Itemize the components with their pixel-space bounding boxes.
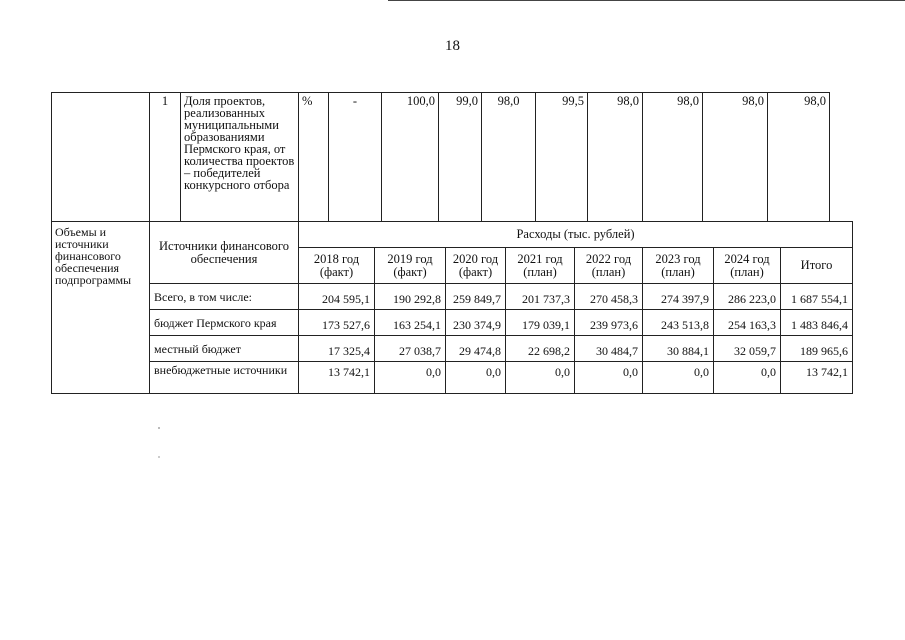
finance-row — [52, 284, 853, 310]
year-header: 2020 год (факт) — [446, 248, 506, 284]
finance-header-row — [52, 222, 853, 248]
indicator-unit: % — [299, 93, 329, 222]
value-cell: 1 687 554,1 — [781, 284, 853, 310]
year-header: 2023 год (план) — [643, 248, 714, 284]
row-label: бюджет Пермского края — [150, 310, 299, 336]
value-cell: 189 965,6 — [781, 336, 853, 362]
row-label: внебюджетные источники — [150, 362, 299, 394]
indicator-index: 1 — [150, 93, 181, 222]
value-cell: 0,0 — [575, 362, 643, 394]
value-cell: 274 397,9 — [643, 284, 714, 310]
value-cell: 201 737,3 — [506, 284, 575, 310]
value-cell: 239 973,6 — [575, 310, 643, 336]
indicator-value: 98,0 — [768, 93, 830, 222]
indicator-name: Доля проектов, реализованных муниципальными образованиями Пермского края, от количества проектов – победителей конкурсного отбора — [181, 93, 299, 222]
value-cell: 17 325,4 — [299, 336, 375, 362]
indicator-value: 99,0 — [439, 93, 482, 222]
expenses-header: Расходы (тыс. рублей) — [299, 222, 853, 248]
indicator-value: 98,0 — [703, 93, 768, 222]
value-cell: 286 223,0 — [714, 284, 781, 310]
value-cell: 254 163,3 — [714, 310, 781, 336]
indicator-value: - — [329, 93, 382, 222]
year-header: 2018 год (факт) — [299, 248, 375, 284]
indicator-value: 98,0 — [588, 93, 643, 222]
finance-table — [51, 221, 853, 394]
page-number: 18 — [445, 38, 460, 54]
indicator-value: 99,5 — [536, 93, 588, 222]
value-cell: 173 527,6 — [299, 310, 375, 336]
top-border-line — [388, 0, 905, 1]
finance-row — [52, 362, 853, 394]
value-cell: 0,0 — [446, 362, 506, 394]
indicator-table — [51, 92, 830, 222]
value-cell: 243 513,8 — [643, 310, 714, 336]
value-cell: 1 483 846,4 — [781, 310, 853, 336]
indicator-value: 98,0 — [643, 93, 703, 222]
value-cell: 13 742,1 — [299, 362, 375, 394]
value-cell: 29 474,8 — [446, 336, 506, 362]
value-cell: 230 374,9 — [446, 310, 506, 336]
indicator-row — [52, 93, 830, 222]
value-cell: 22 698,2 — [506, 336, 575, 362]
value-cell: 0,0 — [375, 362, 446, 394]
finance-left-label: Объемы и источники финансового обеспечения подпрограммы — [52, 222, 150, 394]
empty-cell — [52, 93, 150, 222]
year-header: 2022 год (план) — [575, 248, 643, 284]
value-cell: 32 059,7 — [714, 336, 781, 362]
value-cell: 13 742,1 — [781, 362, 853, 394]
value-cell: 163 254,1 — [375, 310, 446, 336]
indicator-value: 100,0 — [382, 93, 439, 222]
row-label: Всего, в том числе: — [150, 284, 299, 310]
value-cell: 30 484,7 — [575, 336, 643, 362]
value-cell: 27 038,7 — [375, 336, 446, 362]
value-cell: 190 292,8 — [375, 284, 446, 310]
value-cell: 0,0 — [506, 362, 575, 394]
value-cell: 0,0 — [714, 362, 781, 394]
value-cell: 204 595,1 — [299, 284, 375, 310]
finance-row — [52, 336, 853, 362]
value-cell: 259 849,7 — [446, 284, 506, 310]
sources-header: Источники финансового обеспечения — [150, 222, 299, 284]
row-label: местный бюджет — [150, 336, 299, 362]
year-header: 2019 год (факт) — [375, 248, 446, 284]
value-cell: 0,0 — [643, 362, 714, 394]
value-cell: 179 039,1 — [506, 310, 575, 336]
year-header: 2021 год (план) — [506, 248, 575, 284]
year-header: 2024 год (план) — [714, 248, 781, 284]
value-cell: 270 458,3 — [575, 284, 643, 310]
indicator-value: 98,0 — [482, 93, 536, 222]
value-cell: 30 884,1 — [643, 336, 714, 362]
total-header: Итого — [781, 248, 853, 284]
scan-speck — [158, 456, 160, 458]
scan-speck — [158, 427, 160, 429]
finance-row — [52, 310, 853, 336]
